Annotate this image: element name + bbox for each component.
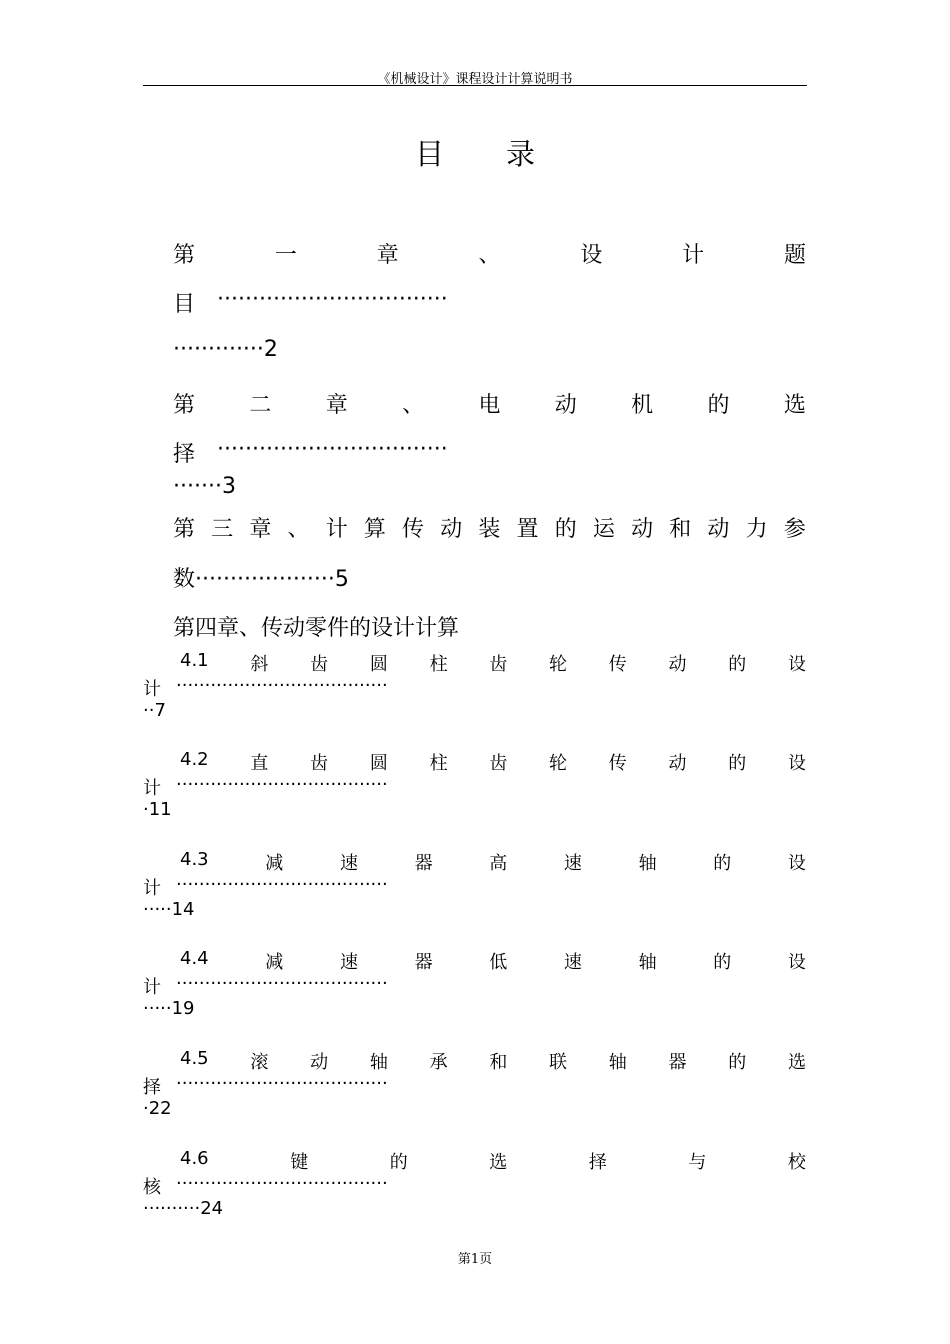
toc-entry-c3-line2: 数····················5: [173, 567, 349, 592]
toc-entry-s46-line2: 核 ·····································: [143, 1173, 388, 1198]
toc-entry-s43-line2: 计 ·····································: [143, 874, 388, 899]
toc-entry-s44-page: ·····19: [143, 998, 195, 1019]
toc-entry-s45-page: ·22: [143, 1098, 172, 1119]
toc-entry-s41-line2: 计 ·····································: [143, 675, 388, 700]
toc-title-right: 录: [506, 137, 536, 171]
toc-entry-c2-page: ·······3: [173, 474, 236, 499]
toc-entry-s42-line2: 计 ·····································: [143, 774, 388, 799]
toc-entry-s45-line1: 4.5 滚 动 轴 承 和 联 轴 器 的 选: [180, 1048, 806, 1073]
toc-entry-s43-page: ·····14: [143, 899, 195, 920]
toc-entry-s44-line1: 4.4 减 速 器 低 速 轴 的 设: [180, 948, 806, 973]
toc-title-left: 目: [414, 137, 444, 171]
toc-entry-c4: 第四章、传动零件的设计计算: [173, 616, 460, 641]
toc-entry-c3-line1: 第 三 章 、 计 算 传 动 装 置 的 运 动 和 动 力 参: [173, 517, 806, 542]
toc-entry-c2-line2: 择 ·································: [173, 437, 448, 467]
toc-entry-c2-line1: 第 二 章 、 电 动 机 的 选: [173, 393, 806, 418]
toc-entry-s41-line1: 4.1 斜 齿 圆 柱 齿 轮 传 动 的 设: [180, 650, 806, 675]
toc-entry-s44-line2: 计 ·····································: [143, 973, 388, 998]
toc-entry-s46-page: ··········24: [143, 1198, 224, 1219]
toc-entry-c1-line1: 第 一 章 、 设 计 题: [173, 243, 806, 268]
page-number: 第1页: [457, 1252, 493, 1267]
toc-entry-s43-line1: 4.3 减 速 器 高 速 轴 的 设: [180, 849, 806, 874]
toc-entry-s41-page: ··7: [143, 700, 166, 721]
toc-entry-s42-page: ·11: [143, 799, 172, 820]
toc-entry-c1-page: ·············2: [173, 337, 278, 362]
toc-entry-s46-line1: 4.6 键 的 选 择 与 校: [180, 1148, 806, 1173]
toc-title: [0, 132, 950, 173]
header-rule: [143, 85, 807, 86]
toc-entry-c1-line2: 目 ·································: [173, 287, 448, 317]
toc-entry-s45-line2: 择 ·····································: [143, 1073, 388, 1098]
toc-entry-s42-line1: 4.2 直 齿 圆 柱 齿 轮 传 动 的 设: [180, 749, 806, 774]
running-header: 《机械设计》课程设计计算说明书: [377, 72, 573, 87]
